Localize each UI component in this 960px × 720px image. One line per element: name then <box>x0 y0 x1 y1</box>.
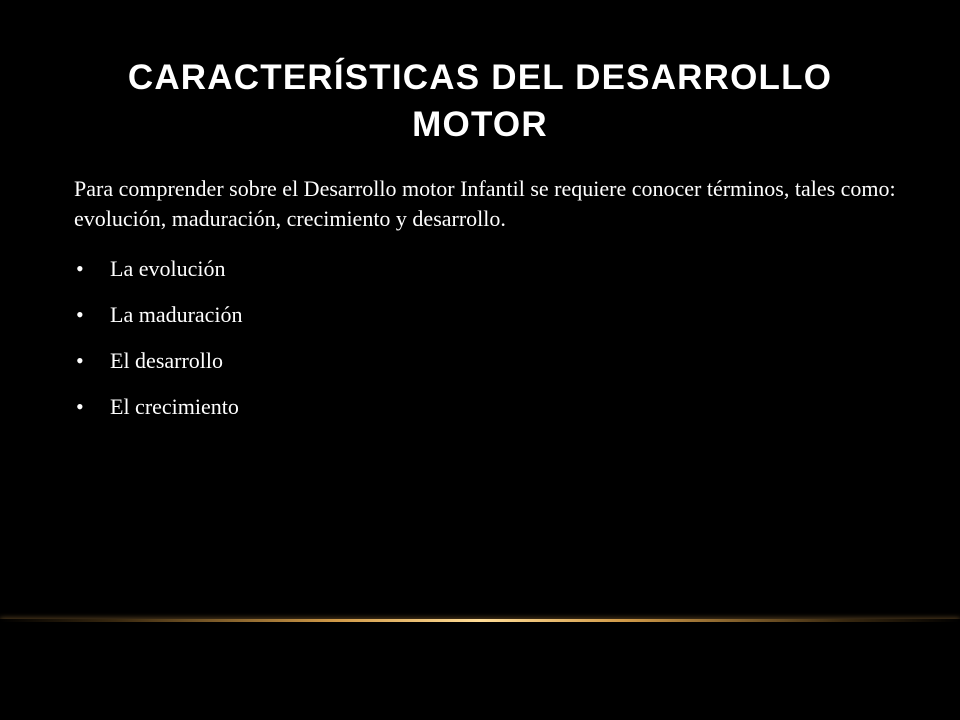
bottom-band <box>0 622 960 720</box>
bullet-text: El crecimiento <box>110 394 239 419</box>
bullet-text: El desarrollo <box>110 348 224 373</box>
bullet-text: La evolución <box>110 256 226 281</box>
bullet-icon: • <box>76 348 84 373</box>
bullet-icon: • <box>76 394 84 419</box>
bullet-icon: • <box>76 256 84 281</box>
bullet-icon: • <box>76 302 84 327</box>
intro-paragraph: Para comprender sobre el Desarrollo motor Infantil se requiere conocer términos, tales como: evolución, maduración, crecimiento y desarrollo. <box>74 176 896 231</box>
slide-title: CARACTERÍSTICAS DEL DESARROLLO MOTOR <box>127 58 833 144</box>
bullet-text: La maduración <box>110 302 243 327</box>
